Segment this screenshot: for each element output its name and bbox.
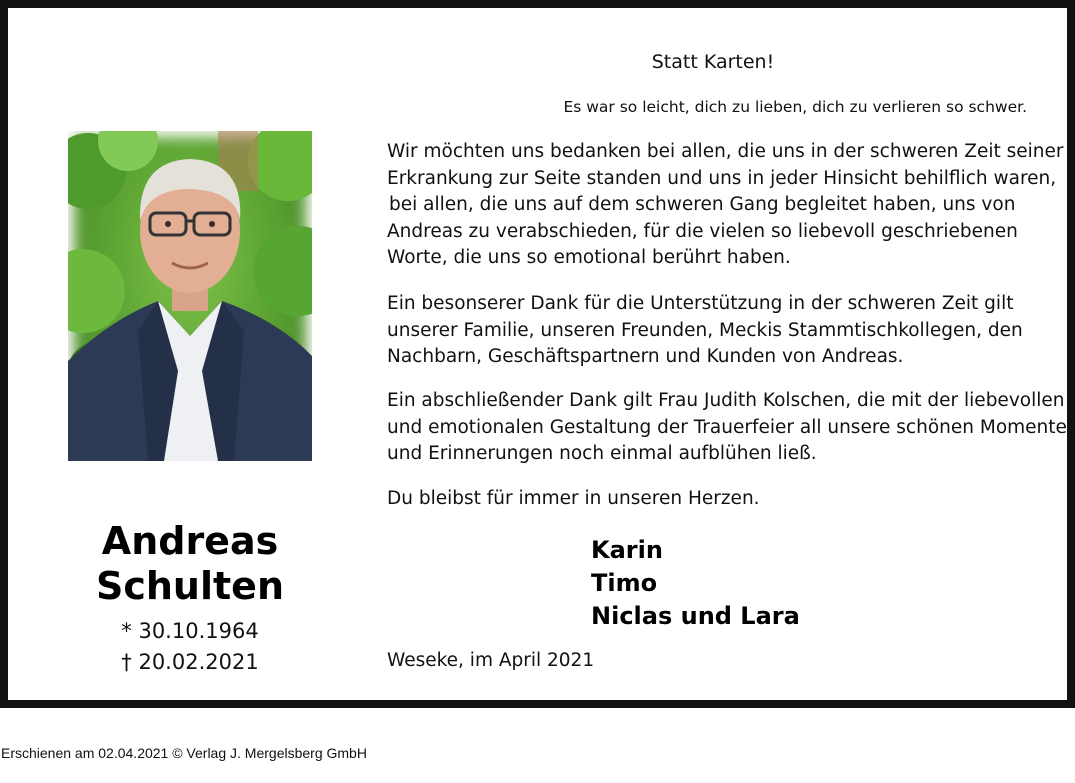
paragraph-closing (387, 486, 1047, 513)
place-date: Weseke, im April 2021 (387, 650, 595, 671)
text-line: Du bleibst für immer in unseren Herzen. (387, 488, 760, 509)
text-line: Wir möchten uns bedanken bei allen, die uns in der schweren Zeit seiner (387, 141, 1064, 162)
paragraph-final-thanks (387, 388, 1067, 468)
text-line: Nachbarn, Geschäftspartnern und Kunden von Andreas. (387, 346, 904, 367)
paragraph-thanks (387, 139, 1064, 272)
text-line: und Erinnerungen noch einmal aufblühen ließ. (387, 443, 817, 464)
publication-footer: Erschienen am 02.04.2021 © Verlag J. Mergelsberg GmbH (1, 745, 367, 761)
text-line: Ein besonserer Dank für die Unterstützung in der schweren Zeit gilt (387, 293, 1014, 314)
death-date: † 20.02.2021 (121, 650, 259, 674)
paragraph-special-thanks (387, 291, 1047, 371)
text-line: bei allen, die uns auf dem schweren Gang begleitet haben, uns von (389, 194, 1016, 215)
text-line: Ein abschließender Dank gilt Frau Judith Kolschen, die mit der liebevollen (387, 390, 1065, 411)
text-line: Erkrankung zur Seite standen und uns in jeder Hinsicht behilflich waren, (387, 167, 1057, 189)
deceased-first-name: Andreas (101, 519, 279, 563)
signers-list (591, 534, 800, 633)
signer-name: Karin (591, 536, 663, 564)
text-line: Andreas zu verabschieden, für die vielen so liebevoll geschriebenen (387, 220, 1018, 242)
signer-name: Niclas und Lara (591, 602, 800, 630)
header-title: Statt Karten! (651, 51, 775, 73)
signer-name: Timo (591, 569, 658, 597)
portrait-photo (68, 131, 312, 461)
text-line: Worte, die uns so emotional berührt haben. (387, 247, 791, 268)
deceased-last-name: Schulten (95, 564, 284, 608)
text-line: unserer Familie, unseren Freunden, Meckis Stammtischkollegen, den (387, 319, 1023, 341)
text-line: und emotionalen Gestaltung der Trauerfeier all unsere schönen Momente (387, 416, 1067, 438)
motto-quote: Es war so leicht, dich zu lieben, dich zu verlieren so schwer. (563, 98, 1027, 116)
birth-date: * 30.10.1964 (121, 619, 259, 643)
